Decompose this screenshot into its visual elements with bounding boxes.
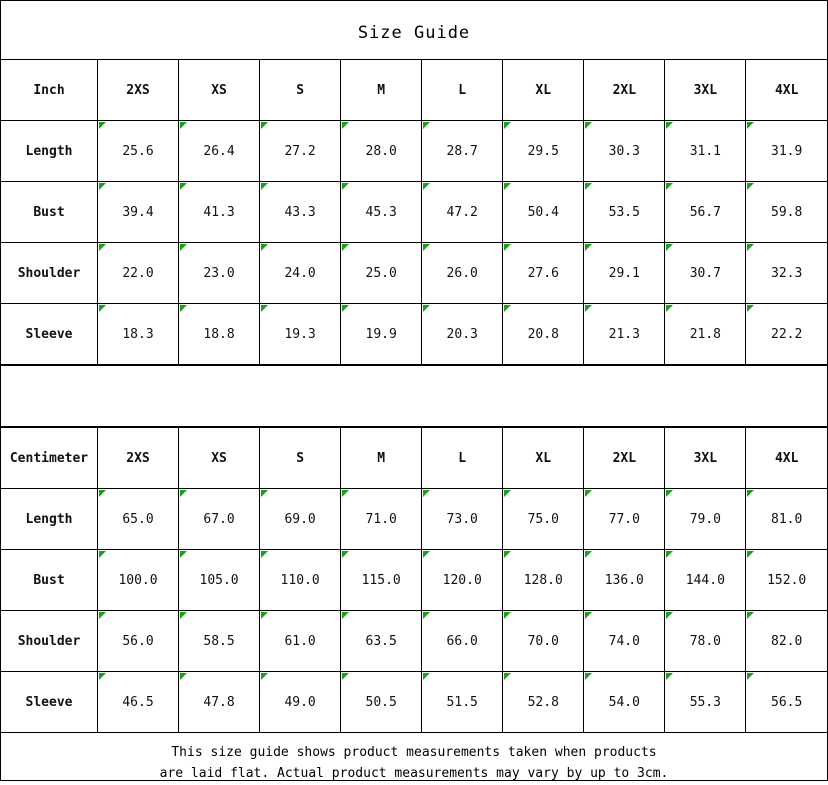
cell-shoulder-3xl: 30.7 (665, 243, 746, 304)
cell-bust-m: 115.0 (341, 550, 422, 611)
cell-shoulder-l: 26.0 (422, 243, 503, 304)
cell-shoulder-2xs: 22.0 (98, 243, 179, 304)
size-header-3xl: 3XL (665, 60, 746, 121)
cell-bust-2xl: 53.5 (584, 182, 665, 243)
cell-sleeve-3xl: 55.3 (665, 672, 746, 733)
table-header-row (1, 428, 827, 489)
table-row (1, 243, 827, 304)
unit-label-centimeter: Centimeter (1, 428, 98, 489)
size-header-s: S (260, 428, 341, 489)
size-header-l: L (422, 428, 503, 489)
cell-length-4xl: 81.0 (746, 489, 827, 550)
cell-sleeve-4xl: 22.2 (746, 304, 827, 365)
table-gap (1, 365, 827, 427)
cell-shoulder-3xl: 78.0 (665, 611, 746, 672)
table-row (1, 304, 827, 365)
cell-sleeve-2xs: 46.5 (98, 672, 179, 733)
size-header-2xs: 2XS (98, 428, 179, 489)
size-header-xs: XS (179, 60, 260, 121)
cell-shoulder-xs: 58.5 (179, 611, 260, 672)
size-header-3xl: 3XL (665, 428, 746, 489)
cell-sleeve-m: 50.5 (341, 672, 422, 733)
size-header-2xl: 2XL (584, 60, 665, 121)
cell-length-l: 28.7 (422, 121, 503, 182)
cell-bust-3xl: 144.0 (665, 550, 746, 611)
cell-length-s: 69.0 (260, 489, 341, 550)
cell-bust-4xl: 59.8 (746, 182, 827, 243)
row-label-sleeve: Sleeve (1, 304, 98, 365)
cell-bust-xl: 128.0 (503, 550, 584, 611)
cell-bust-2xs: 39.4 (98, 182, 179, 243)
cell-shoulder-2xs: 56.0 (98, 611, 179, 672)
size-table-inch (1, 59, 827, 365)
cell-shoulder-2xl: 29.1 (584, 243, 665, 304)
row-label-shoulder: Shoulder (1, 611, 98, 672)
size-header-xl: XL (503, 428, 584, 489)
cell-sleeve-2xl: 54.0 (584, 672, 665, 733)
unit-label-inch: Inch (1, 60, 98, 121)
table-header-row (1, 60, 827, 121)
table-row (1, 489, 827, 550)
footer-line-1: This size guide shows product measurements taken when products (171, 745, 657, 760)
table-row (1, 182, 827, 243)
size-header-m: M (341, 428, 422, 489)
cell-length-3xl: 79.0 (665, 489, 746, 550)
cell-sleeve-2xl: 21.3 (584, 304, 665, 365)
cell-shoulder-xs: 23.0 (179, 243, 260, 304)
cell-bust-s: 43.3 (260, 182, 341, 243)
cell-shoulder-s: 24.0 (260, 243, 341, 304)
cell-bust-s: 110.0 (260, 550, 341, 611)
cell-length-2xl: 30.3 (584, 121, 665, 182)
cell-sleeve-l: 20.3 (422, 304, 503, 365)
cell-shoulder-s: 61.0 (260, 611, 341, 672)
size-header-4xl: 4XL (746, 428, 827, 489)
cell-shoulder-l: 66.0 (422, 611, 503, 672)
cell-length-m: 71.0 (341, 489, 422, 550)
cell-bust-l: 120.0 (422, 550, 503, 611)
cell-sleeve-xs: 18.8 (179, 304, 260, 365)
cell-length-s: 27.2 (260, 121, 341, 182)
cell-length-4xl: 31.9 (746, 121, 827, 182)
size-header-s: S (260, 60, 341, 121)
cell-bust-3xl: 56.7 (665, 182, 746, 243)
cell-sleeve-2xs: 18.3 (98, 304, 179, 365)
table-row (1, 550, 827, 611)
cell-length-xl: 75.0 (503, 489, 584, 550)
cell-shoulder-4xl: 32.3 (746, 243, 827, 304)
size-header-2xl: 2XL (584, 428, 665, 489)
size-header-4xl: 4XL (746, 60, 827, 121)
size-header-m: M (341, 60, 422, 121)
size-header-l: L (422, 60, 503, 121)
page-title: Size Guide (357, 23, 471, 43)
cell-shoulder-xl: 27.6 (503, 243, 584, 304)
row-label-bust: Bust (1, 550, 98, 611)
cell-sleeve-3xl: 21.8 (665, 304, 746, 365)
table-row (1, 611, 827, 672)
cell-bust-2xl: 136.0 (584, 550, 665, 611)
cell-bust-xs: 41.3 (179, 182, 260, 243)
cell-sleeve-s: 19.3 (260, 304, 341, 365)
size-header-xl: XL (503, 60, 584, 121)
cell-sleeve-l: 51.5 (422, 672, 503, 733)
cell-length-2xs: 25.6 (98, 121, 179, 182)
footer-note (1, 733, 827, 785)
row-label-sleeve: Sleeve (1, 672, 98, 733)
cell-length-2xl: 77.0 (584, 489, 665, 550)
footer-line-2: are laid flat. Actual product measurements may vary by up to 3cm. (159, 765, 669, 781)
cell-length-3xl: 31.1 (665, 121, 746, 182)
cell-sleeve-m: 19.9 (341, 304, 422, 365)
gap-row (1, 366, 827, 427)
cell-sleeve-xl: 20.8 (503, 304, 584, 365)
cell-sleeve-s: 49.0 (260, 672, 341, 733)
size-table-centimeter (1, 427, 827, 733)
size-header-2xs: 2XS (98, 60, 179, 121)
cell-sleeve-xl: 52.8 (503, 672, 584, 733)
cell-bust-l: 47.2 (422, 182, 503, 243)
cell-shoulder-4xl: 82.0 (746, 611, 827, 672)
cell-bust-xl: 50.4 (503, 182, 584, 243)
cell-bust-4xl: 152.0 (746, 550, 827, 611)
cell-length-xs: 67.0 (179, 489, 260, 550)
cell-bust-m: 45.3 (341, 182, 422, 243)
cell-length-xl: 29.5 (503, 121, 584, 182)
cell-bust-xs: 105.0 (179, 550, 260, 611)
row-label-length: Length (1, 121, 98, 182)
cell-length-m: 28.0 (341, 121, 422, 182)
cell-length-xs: 26.4 (179, 121, 260, 182)
cell-sleeve-4xl: 56.5 (746, 672, 827, 733)
cell-shoulder-2xl: 74.0 (584, 611, 665, 672)
row-label-shoulder: Shoulder (1, 243, 98, 304)
row-label-bust: Bust (1, 182, 98, 243)
table-row (1, 121, 827, 182)
row-label-length: Length (1, 489, 98, 550)
cell-shoulder-m: 63.5 (341, 611, 422, 672)
cell-bust-2xs: 100.0 (98, 550, 179, 611)
cell-sleeve-xs: 47.8 (179, 672, 260, 733)
cell-shoulder-xl: 70.0 (503, 611, 584, 672)
size-header-xs: XS (179, 428, 260, 489)
table-row (1, 672, 827, 733)
cell-length-2xs: 65.0 (98, 489, 179, 550)
gap-cell (1, 366, 827, 427)
cell-length-l: 73.0 (422, 489, 503, 550)
cell-shoulder-m: 25.0 (341, 243, 422, 304)
